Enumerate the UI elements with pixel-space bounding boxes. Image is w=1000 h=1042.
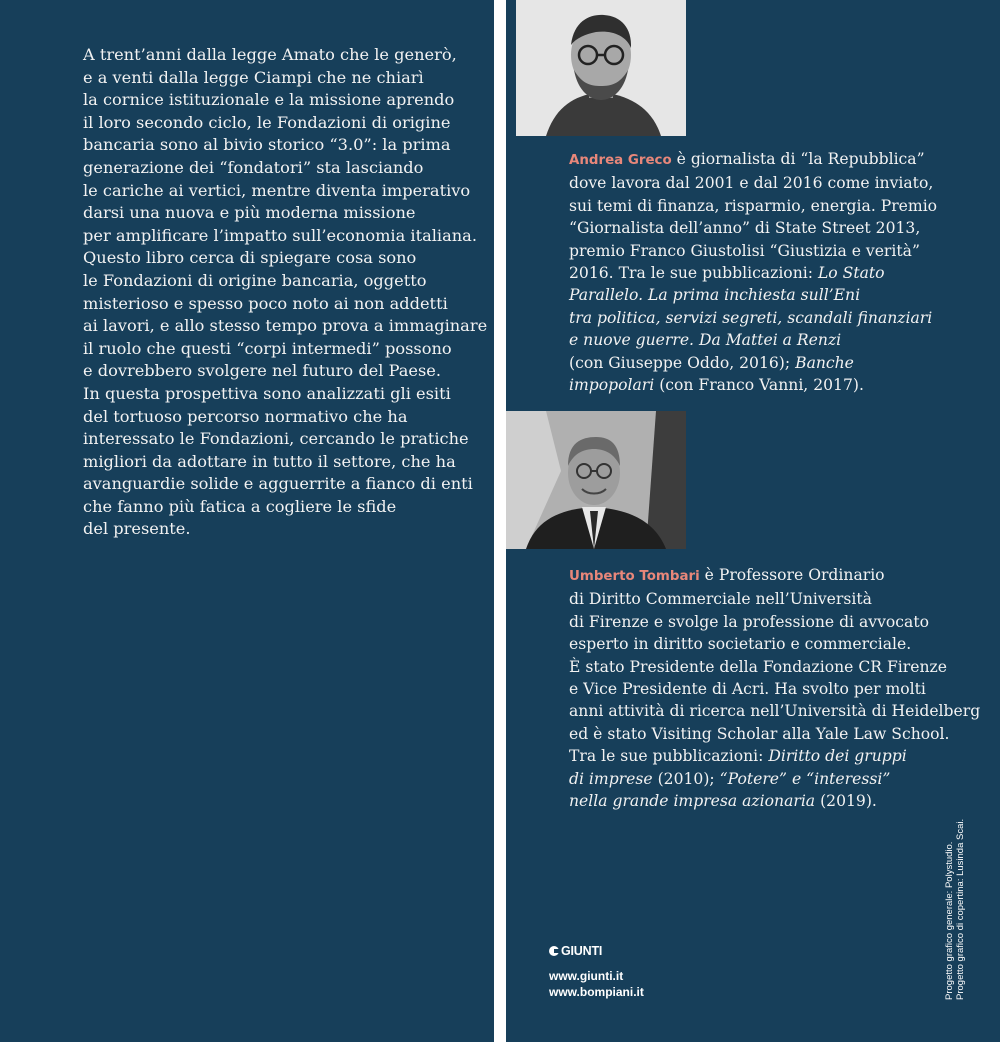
- bio-text: (con Giuseppe Oddo, 2016);: [569, 353, 796, 372]
- bio-line: ed è stato Visiting Scholar alla Yale Law School.: [569, 724, 950, 743]
- bio-text: (2019).: [815, 792, 877, 811]
- blurb-line: il loro secondo ciclo, le Fondazioni di origine: [83, 112, 451, 132]
- book-title: e nuove guerre. Da Mattei a Renzi: [569, 331, 842, 350]
- publisher-url-giunti[interactable]: www.giunti.it: [549, 969, 624, 983]
- author-photo-andrea-greco: [516, 0, 686, 136]
- blurb-line: per amplificare l’impatto sull’economia italiana.: [83, 225, 477, 245]
- blurb-line: il ruolo che questi “corpi intermedi” possono: [83, 338, 452, 358]
- credit-line: Progetto grafico generale: Polystudio.: [944, 841, 955, 1000]
- blurb-line: le cariche ai vertici, mentre diventa imperativo: [83, 180, 471, 200]
- blurb-line: generazione dei “fondatori” sta lasciando: [83, 157, 424, 177]
- blurb-line: e dovrebbero svolgere nel futuro del Paese.: [83, 361, 442, 381]
- book-title: Lo Stato: [817, 264, 885, 283]
- blurb-line: la cornice istituzionale e la missione aprendo: [83, 90, 455, 110]
- publisher-logo: [549, 944, 644, 958]
- blurb-line: Questo libro cerca di spiegare cosa sono: [83, 248, 417, 268]
- portrait-illustration: [506, 411, 686, 549]
- book-title: di imprese: [569, 769, 653, 788]
- publisher-url-bompiani[interactable]: www.bompiani.it: [549, 985, 644, 999]
- blurb-line: migliori da adottare in tutto il settore, che ha: [83, 451, 456, 471]
- author-photo-umberto-tombari: [506, 411, 686, 549]
- bio-text: (2010);: [652, 769, 720, 788]
- book-title: tra politica, servizi segreti, scandali finanziari: [569, 308, 933, 327]
- publisher-logo-text: GIUNTI: [561, 944, 603, 958]
- blurb-line: ai lavori, e allo stesso tempo prova a immaginare: [83, 316, 488, 336]
- blurb-line: bancaria sono al bivio storico “3.0”: la prima: [83, 135, 451, 155]
- blurb-line: A trent’anni dalla legge Amato che le generò,: [83, 45, 457, 64]
- credit-line: Progetto grafico di copertina: Lusinda Scai.: [955, 818, 966, 1000]
- author-bio-andrea-greco: [569, 148, 969, 396]
- giunti-logo-icon: [549, 946, 559, 956]
- book-title: Banche: [795, 353, 854, 372]
- bio-line: sui temi di finanza, risparmio, energia. Premio: [569, 196, 938, 215]
- blurb-line: darsi una nuova e più moderna missione: [83, 203, 416, 223]
- blurb-line: del presente.: [83, 519, 191, 539]
- bio-line: dove lavora dal 2001 e dal 2016 come inviato,: [569, 174, 934, 193]
- bio-line: “Giornalista dell’anno” di State Street 2013,: [569, 219, 921, 238]
- bio-line: e Vice Presidente di Acri. Ha svolto per molti: [569, 680, 926, 699]
- book-title: “Potere” e “interessi”: [719, 769, 891, 788]
- bio-line: premio Franco Giustolisi “Giustizia e verità”: [569, 241, 920, 260]
- blurb-line: le Fondazioni di origine bancaria, oggetto: [83, 270, 427, 290]
- bio-line: esperto in diritto societario e commerciale.: [569, 635, 912, 654]
- author-name: Andrea Greco: [569, 153, 672, 168]
- blurb-line: interessato le Fondazioni, cercando le pratiche: [83, 429, 469, 449]
- blurb-line: e a venti dalla legge Ciampi che ne chiarì: [83, 67, 424, 87]
- blurb-line: misterioso e spesso poco noto ai non addetti: [83, 293, 448, 313]
- book-title: nella grande impresa azionaria: [569, 792, 816, 811]
- blurb-line: avanguardie solide e agguerrite a fianco di enti: [83, 474, 473, 494]
- blurb-line: In questa prospettiva sono analizzati gli esiti: [83, 383, 451, 403]
- bio-line: di Firenze e svolge la professione di avvocato: [569, 612, 929, 631]
- book-title: Diritto dei gruppi: [768, 747, 907, 766]
- bio-text: 2016. Tra le sue pubblicazioni:: [569, 264, 818, 283]
- bio-text: è Professore Ordinario: [699, 566, 885, 584]
- blurb-line: che fanno più fatica a cogliere le sfide: [83, 496, 397, 516]
- portrait-illustration: [516, 0, 686, 136]
- bio-text: (con Franco Vanni, 2017).: [654, 376, 864, 395]
- bio-text: Tra le sue pubblicazioni:: [569, 747, 769, 766]
- book-title: Parallelo. La prima inchiesta sull’Eni: [569, 286, 861, 305]
- blurb-line: del tortuoso percorso normativo che ha: [83, 406, 408, 426]
- bio-line: anni attività di ricerca nell’Università di Heidelberg: [569, 702, 981, 721]
- author-name: Umberto Tombari: [569, 569, 700, 584]
- publisher-block: [549, 944, 644, 1000]
- author-bio-umberto-tombari: [569, 564, 981, 812]
- bio-line: È stato Presidente della Fondazione CR Firenze: [569, 657, 947, 676]
- design-credits: [944, 819, 966, 1000]
- bio-line: di Diritto Commerciale nell’Università: [569, 590, 872, 609]
- book-title: impopolari: [569, 376, 655, 395]
- bio-text: è giornalista di “la Repubblica”: [671, 150, 925, 168]
- book-blurb: [83, 44, 493, 541]
